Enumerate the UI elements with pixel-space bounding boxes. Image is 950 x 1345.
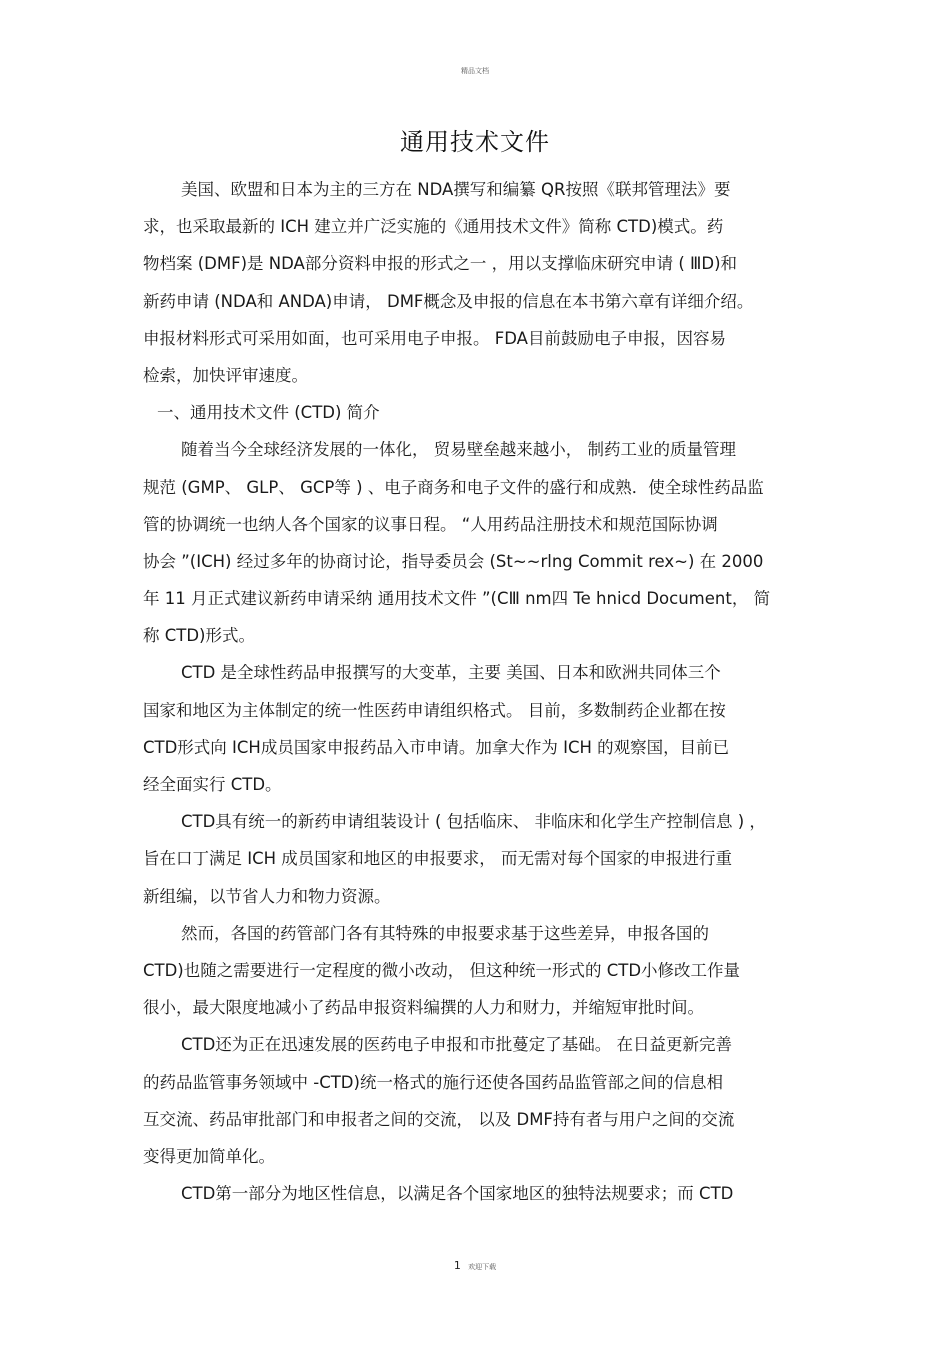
text-line: CTD形式向 ICH成员国家申报药品入市申请。加拿大作为 ICH 的观察国，目前已	[143, 737, 730, 757]
text-line: 的药品监管事务领域中 -CTD)统一格式的施行还使各国药品监管部之间的信息相	[143, 1072, 723, 1092]
text-line: CTD第一部分为地区性信息，以满足各个国家地区的独特法规要求；而 CTD	[181, 1184, 734, 1204]
text-line: 国家和地区为主体制定的统一性医药申请组织格式。 目前，多数制药企业都在按	[143, 700, 726, 720]
text-line: 协会 ”(ICH) 经过多年的协商讨论，指导委员会 (St~~rlng Commit rex~) 在 2000	[143, 551, 764, 571]
text-line: 美国、欧盟和日本为主的三方在 NDA撰写和编纂 QR按照《联邦管理法》要	[181, 180, 731, 199]
footer-watermark: 欢迎下载	[468, 1263, 497, 1271]
page-footer	[0, 1259, 950, 1272]
text-line: 年 11 月正式建议新药申请采纳 通用技术文件 ”(CⅢ nm四 Te hnicd Document， 简	[143, 589, 771, 609]
text-line: 然而，各国的药管部门各有其特殊的申报要求基于这些差异，申报各国的	[181, 923, 709, 943]
page-number: 1	[453, 1259, 461, 1272]
text-line: CTD具有统一的新药申请组装设计 ( 包括临床、 非临床和化学生产控制信息 ) ，	[181, 812, 766, 832]
text-line: CTD 是全球性药品申报撰写的大变革，主要 美国、日本和欧洲共同体三个	[181, 663, 721, 683]
text-line: 规范 (GMP、 GLP、 GCP等 ) 、电子商务和电子文件的盛行和成熟．使全球性药品监	[143, 477, 764, 497]
text-line: 求，也采取最新的 ICH 建立并广泛实施的《通用技术文件》简称 CTD)模式。药	[143, 217, 724, 237]
text-line: 新组编，以节省人力和物力资源。	[143, 886, 391, 906]
text-line: CTD)也随之需要进行一定程度的微小改动， 但这种统一形式的 CTD小修改工作量	[143, 960, 741, 980]
text-line: 申报材料形式可采用如面，也可采用电子申报。 FDA目前鼓励电子申报，因容易	[143, 328, 726, 348]
text-line: 管的协调统一也纳人各个国家的议事日程。 “人用药品注册技术和规范国际协调	[143, 514, 718, 534]
text-line: CTD还为正在迅速发展的医药电子申报和市批蔓定了基础。 在日益更新完善	[181, 1035, 733, 1055]
document-body	[143, 171, 823, 1212]
text-line: 检索，加快评审速度。	[143, 365, 308, 385]
text-line: 随着当今全球经济发展的一体化， 贸易壁垒越来越小， 制药工业的质量管理	[181, 440, 736, 460]
text-line: 新药申请 (NDA和 ANDA)申请， DMF概念及申报的信息在本书第六章有详细介绍。	[143, 291, 754, 311]
text-line: 很小，最大限度地减小了药品申报资料编撰的人力和财力，并缩短审批时间。	[143, 998, 704, 1018]
text-line: 物档案 (DMF)是 NDA部分资料申报的形式之一 ，用以支撑临床研究申请 ( ⅢD)和	[143, 254, 738, 274]
text-line: 互交流、药品审批部门和申报者之间的交流， 以及 DMF持有者与用户之间的交流	[143, 1109, 735, 1129]
text-line: 称 CTD)形式。	[143, 626, 255, 646]
text-line: 经全面实行 CTD。	[143, 775, 282, 794]
document-title: 通用技术文件	[400, 128, 550, 156]
text-line: 变得更加简单化。	[143, 1146, 275, 1166]
text-line: 旨在口丁满足 ICH 成员国家和地区的申报要求， 而无需对每个国家的申报进行重	[143, 849, 733, 869]
section-heading: 一、通用技术文件 (CTD) 简介	[157, 403, 380, 423]
header-watermark: 精品文档	[461, 67, 489, 75]
